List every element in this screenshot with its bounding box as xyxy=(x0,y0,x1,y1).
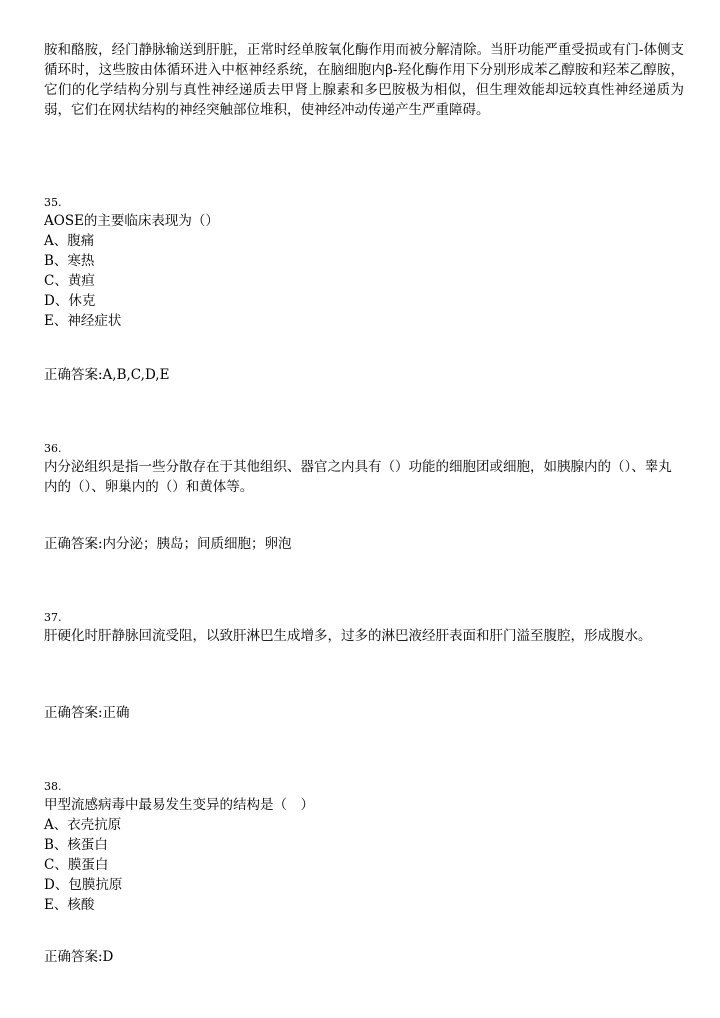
answer-35: 正确答案:A,B,C,D,E xyxy=(44,367,170,383)
option-d: D、包膜抗原 xyxy=(44,877,123,893)
question-stem: 肝硬化时肝静脉回流受阻，以致肝淋巴生成增多，过多的淋巴液经肝表面和肝门溢至腹腔，形成腹水。 xyxy=(44,628,652,644)
intro-text: 胺和酪胺，经门静脉输送到肝脏，正常时经单胺氧化酶作用而被分解清除。当肝功能严重受损或有门-体侧支循环时，这些胺由体循环进入中枢神经系统，在脑细胞内β-羟化酶作用下分别形成苯乙醇胺和羟苯乙醇胺，它们的化学结构分别与真性神经递质去甲肾上腺素和多巴胺极为相似，但生理效能却远较真性神经递质为弱，它们在网状结构的神经突触部位堆积，使神经冲动传递产生严重障碍。 xyxy=(44,42,684,118)
option-d: D、休克 xyxy=(44,293,96,309)
question-35 xyxy=(44,195,684,331)
option-c: C、黄疸 xyxy=(44,273,95,289)
question-stem: AOSE的主要临床表现为（） xyxy=(44,213,219,229)
question-stem: 甲型流感病毒中最易发生变异的结构是（ ） xyxy=(44,797,314,813)
option-e: E、神经症状 xyxy=(44,313,122,329)
question-number: 35. xyxy=(44,196,62,209)
option-a: A、腹痛 xyxy=(44,233,95,249)
question-number: 37. xyxy=(44,611,62,624)
question-36 xyxy=(44,441,684,497)
option-b: B、寒热 xyxy=(44,253,95,269)
question-stem: 内分泌组织是指一些分散存在于其他组织、器官之内具有（）功能的细胞团或细胞，如胰腺内的（）、睾丸内的（）、卵巢内的（）和黄体等。 xyxy=(44,459,672,495)
answer-38: 正确答案:D xyxy=(44,949,114,965)
question-number: 38. xyxy=(44,780,62,793)
question-number: 36. xyxy=(44,442,62,455)
answer-36: 正确答案:内分泌；胰岛；间质细胞；卵泡 xyxy=(44,536,292,552)
document-page xyxy=(44,40,684,965)
option-c: C、膜蛋白 xyxy=(44,857,109,873)
intro-paragraph xyxy=(44,40,684,120)
question-37 xyxy=(44,610,684,646)
question-38 xyxy=(44,779,684,915)
option-b: B、核蛋白 xyxy=(44,837,108,853)
option-list xyxy=(44,815,684,915)
answer-37: 正确答案:正确 xyxy=(44,705,130,721)
option-list xyxy=(44,231,684,331)
option-e: E、核酸 xyxy=(44,897,95,913)
option-a: A、衣壳抗原 xyxy=(44,817,122,833)
